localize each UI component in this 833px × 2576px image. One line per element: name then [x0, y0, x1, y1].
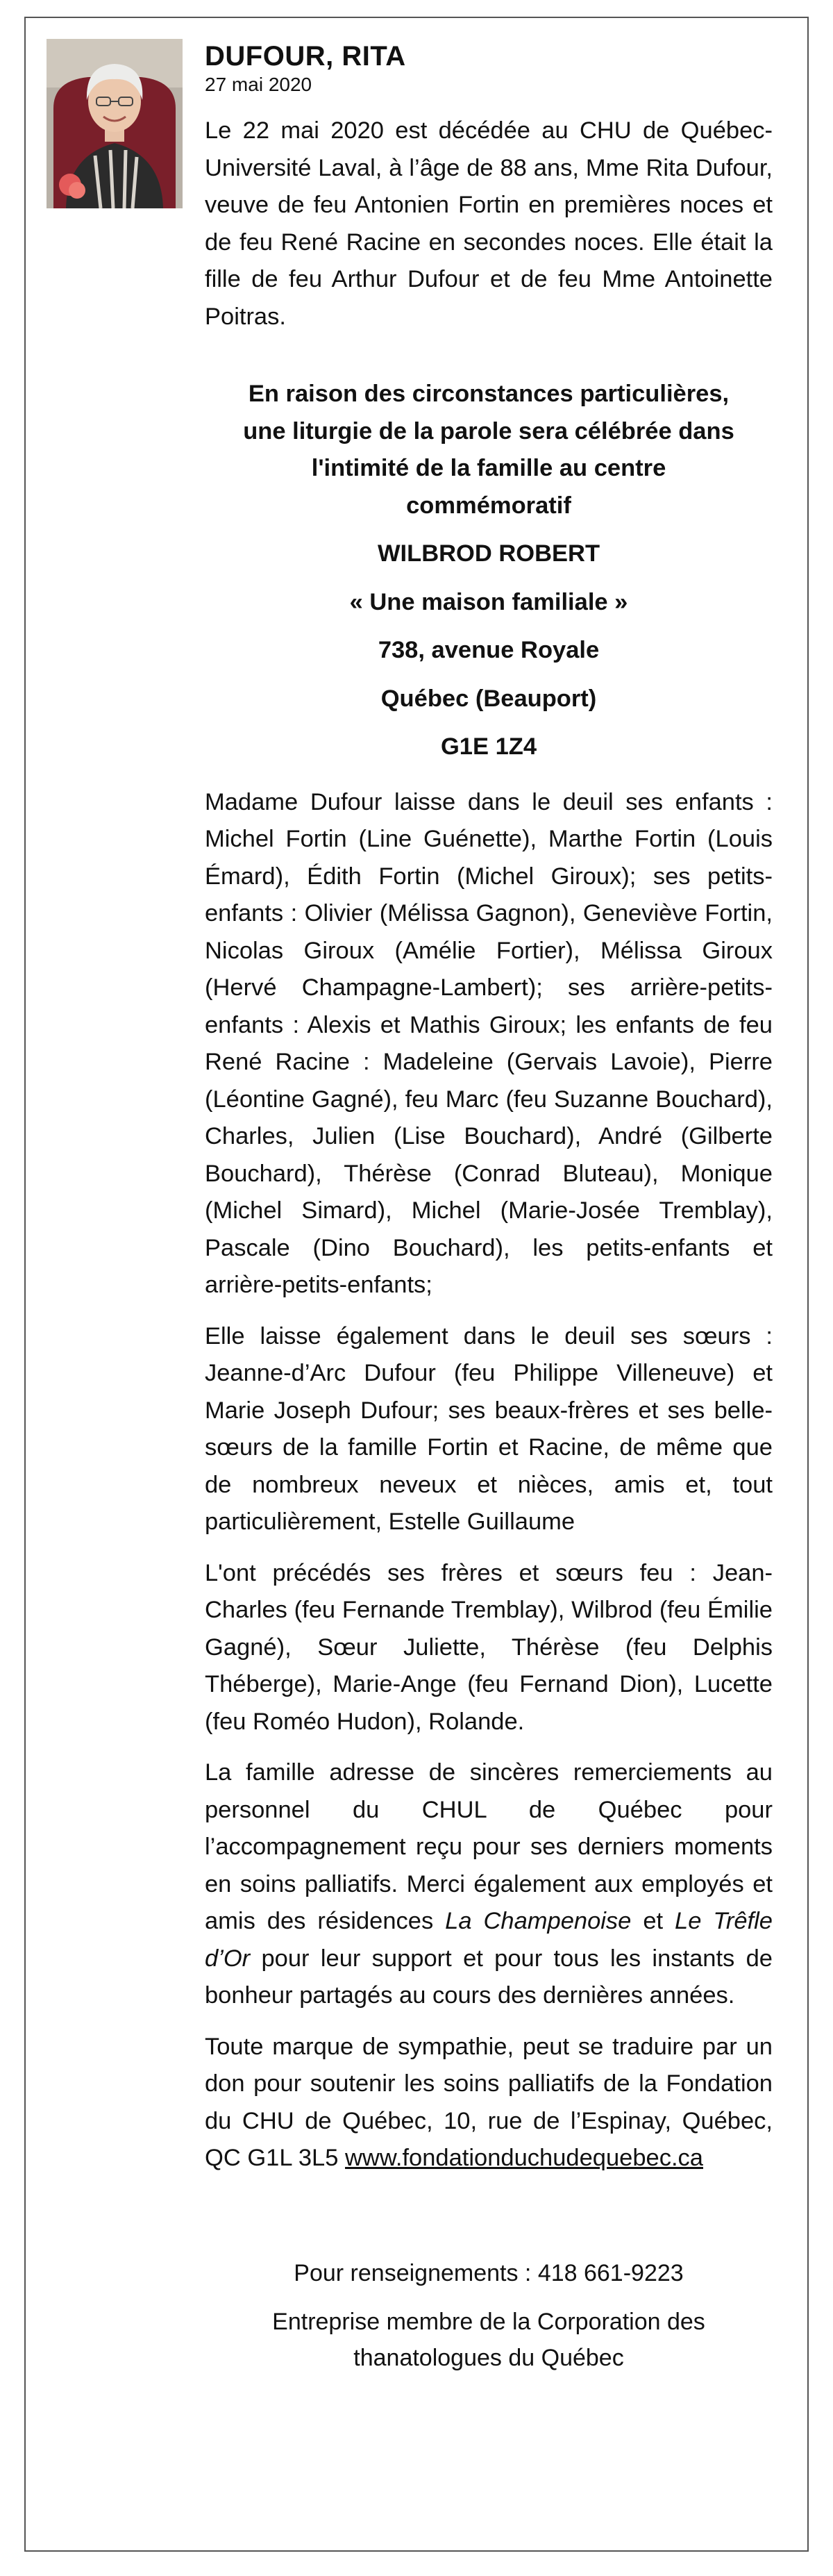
thanks-paragraph — [205, 1754, 773, 2015]
thanks-and: et — [643, 1908, 664, 1934]
membership-line-2: thanatologues du Québec — [353, 2344, 624, 2371]
publication-date: 27 mai 2020 — [205, 74, 312, 95]
predeceased-paragraph: L'ont précédés ses frères et sœurs feu : Jean-Charles (feu Fernande Tremblay), Wilbrod (feu Émilie Gagné), Sœur Juliette, Thérèse (feu Delphis Théberge), Marie-Ange (feu Fernand Dion), Lucette (feu Roméo Hudon), Rolande. — [205, 1559, 773, 1735]
ceremony-line-3: l'intimité de la famille au centre — [311, 455, 666, 481]
obituary-card — [24, 17, 809, 2552]
ceremony-line-1: En raison des circonstances particulières, — [248, 381, 730, 407]
portrait-illustration — [47, 39, 183, 208]
thanks-text-a: La famille adresse de sincères remerciements au personnel du CHUL de Québec pour l’accompagnement reçu pour ses derniers moments en soins palliatifs. Merci également aux employés et amis des résidences — [205, 1759, 773, 1934]
venue-name: WILBROD ROBERT — [377, 540, 600, 567]
intro-paragraph: Le 22 mai 2020 est décédée au CHU de Québec-Université Laval, à l’âge de 88 ans, Mme Rita Dufour, veuve de feu Antonien Fortin en premières noces et de feu René Racine en secondes noces. Elle était la fille de feu Arthur Dufour et de feu Mme Antoinette Poitras. — [205, 117, 773, 330]
obituary-content — [205, 40, 773, 2376]
donation-paragraph — [205, 2029, 773, 2177]
deceased-name: DUFOUR, RITA — [205, 41, 406, 72]
family-paragraph: Madame Dufour laisse dans le deuil ses enfants : Michel Fortin (Line Guénette), Marthe Fortin (Louis Émard), Édith Fortin (Michel Giroux); ses petits-enfants : Olivier (Mélissa Gagnon), Geneviève Fortin, Nicolas Giroux (Amélie Fortier), Mélissa Giroux (Hervé Champagne-Lambert); ses arrière-petits-enfants : Alexis et Mathis Giroux; les enfants de feu René Racine : Madeleine (Gervais Lavoie), Pierre (Léontine Gagné), feu Marc (feu Suzanne Bouchard), Charles, Julien (Lise Bouchard), André (Gilberte Bouchard), Thérèse (Conrad Bluteau), Monique (Michel Simard), Michel (Marie-Josée Tremblay), Pascale (Dino Bouchard), les petits-enfants et arrière-petits-enfants; — [205, 788, 773, 1298]
donation-link[interactable]: www.fondationduchudequebec.ca — [345, 2145, 703, 2171]
ceremony-block — [205, 376, 773, 766]
ceremony-line-2: une liturgie de la parole sera célébrée dans — [243, 417, 734, 444]
portrait-photo — [47, 39, 183, 208]
venue-postal-code: G1E 1Z4 — [440, 733, 537, 760]
venue-subtitle: « Une maison familiale » — [349, 588, 628, 615]
venue-street: 738, avenue Royale — [378, 637, 600, 663]
siblings-paragraph: Elle laisse également dans le deuil ses sœurs : Jeanne-d’Arc Dufour (feu Philippe Villeneuve) et Marie Joseph Dufour; ses beaux-frères et ses belle-sœurs de la famille Fortin et Racine, de même que de nombreux neveux et nièces, amis et, tout particulièrement, Estelle Guillaume — [205, 1322, 773, 1535]
contact-info: Pour renseignements : 418 661-9223 — [294, 2259, 684, 2286]
donation-text: Toute marque de sympathie, peut se traduire par un don pour soutenir les soins palliatifs de la Fondation du CHU de Québec, 10, rue de l’Espinay, Québec, QC G1L 3L5 — [205, 2033, 773, 2171]
residence-1: La Champenoise — [445, 1908, 632, 1934]
residence-2: Le Trêfle d’Or — [205, 1908, 773, 1972]
venue-city: Québec (Beauport) — [380, 685, 597, 712]
membership-line-1: Entreprise membre de la Corporation des — [272, 2308, 705, 2335]
thanks-text-b: pour leur support et pour tous les instants de bonheur partagés au cours des dernières années. — [205, 1945, 773, 2009]
ceremony-line-4: commémoratif — [406, 492, 571, 519]
